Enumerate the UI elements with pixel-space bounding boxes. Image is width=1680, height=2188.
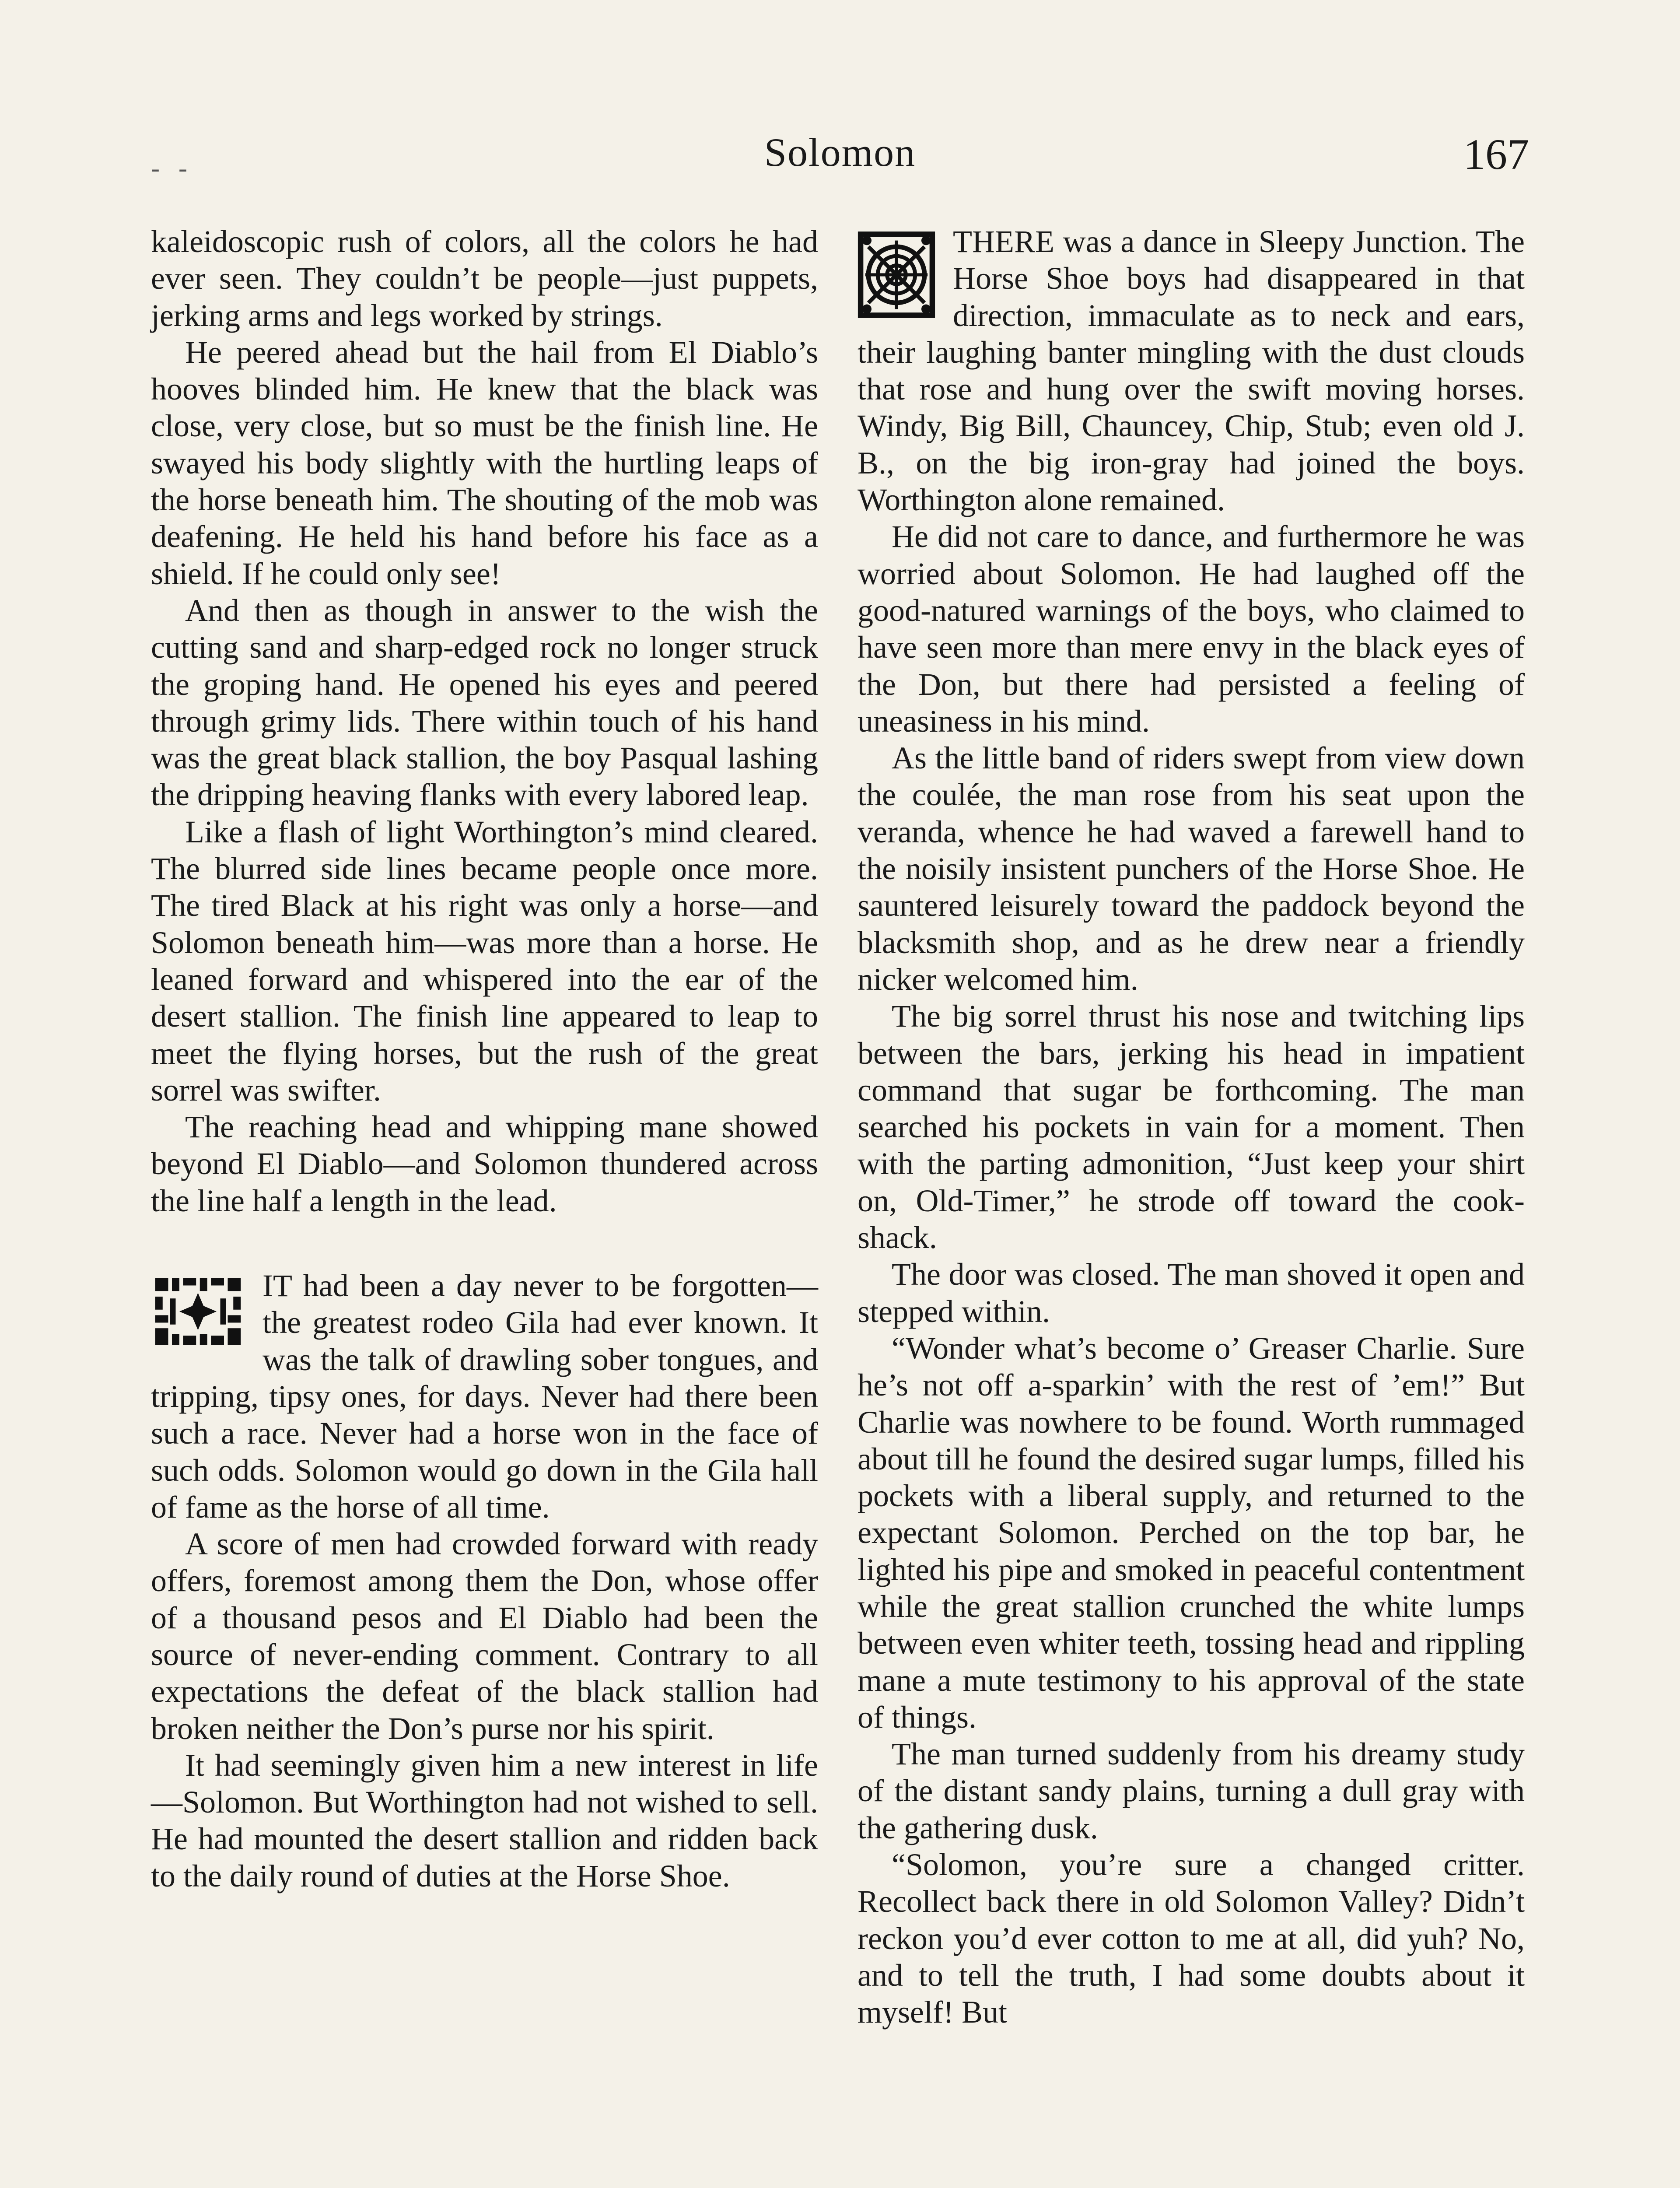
block-ornament-icon (151, 1274, 245, 1349)
paragraph: He peered ahead but the hail from El Diablo’s hooves blinded him. He knew that the black was close, very close, but so must be the finish line. He swayed his body slightly with the hurtling leaps of the horse beneath him. The shouting of the mob was deafening. He held his hand before his face as a shield. If he could only see! (151, 334, 818, 591)
right-column (858, 223, 1525, 2031)
paragraph: The man turned suddenly from his dreamy study of the distant sandy plains, turning a dull gray with the gathering dusk. (858, 1736, 1525, 1845)
paragraph: And then as though in answer to the wish the cutting sand and sharp-edged rock no longer struck the groping hand. He opened his eyes and peered through grimy lids. There within touch of his hand was the great black stallion, the boy Pasqual lashing the dripping heaving flanks with every labored leap. (151, 593, 818, 813)
paragraph: He did not care to dance, and furthermore he was worried about Solomon. He had laughed off the good-natured warnings of the boys, who claimed to have seen more than mere envy in the black eyes of the Don, but there had persisted a feeling of uneasiness in his mind. (858, 519, 1525, 739)
paragraph: It had seemingly given him a new interest in life—Solomon. But Worthington had not wished to sell. He had mounted the desert stallion and ridden back to the daily round of duties at the Horse Shoe. (151, 1747, 818, 1893)
paragraph: Like a flash of light Worthington’s mind cleared. The blurred side lines became people once more. The tired Black at his right was only a horse—and Solomon beneath him—was more than a horse. He leaned forward and whispered into the ear of the desert stallion. The finish line appeared to leap to meet the flying horses, but the rush of the great sorrel was swifter. (151, 814, 818, 1108)
paragraph: “Wonder what’s become o’ Greaser Charlie. Sure he’s not off a-sparkin’ with the rest of ’em!” But Charlie was nowhere to be found. Worth rummaged about till he found the desired sugar lumps, filled his pockets with a liberal supply, and returned to the expectant Solomon. Perched on the top bar, he lighted his pipe and smoked in peaceful contentment while the great stallion crunched the white lumps between even whiter teeth, tossing head and rippling mane a mute testimony to his approval of the state of things. (858, 1330, 1525, 1735)
paragraph: THERE was a dance in Sleepy Junction. The Horse Shoe boys had disappeared in that direction, immaculate as to neck and ears, their laughing banter mingling with the dust clouds that rose and hung over the swift moving horses. Windy, Big Bill, Chauncey, Chip, Stub; even old J. B., on the big iron-gray had joined the boys. Worthington alone remained. (858, 224, 1525, 518)
page-title: Solomon (764, 130, 916, 175)
left-column (151, 223, 818, 1894)
page-number: 167 (1463, 130, 1529, 179)
paragraph: “Solomon, you’re sure a changed critter. Recollect back there in old Solomon Valley? Didn’t reckon you’d ever cotton to me at all, did yuh? No, and to tell the truth, I had some doubts about it myself! But (858, 1847, 1525, 2030)
paragraph: The reaching head and whipping mane showed beyond El Diablo—and Solomon thundered across the line half a length in the lead. (151, 1109, 818, 1218)
paragraph: IT had been a day never to be forgotten—the greatest rodeo Gila had ever known. It was the talk of drawling sober tongues, and tripping, tipsy ones, for days. Never had there been such a race. Never had a horse won in the face of such odds. Solomon would go down in the Gila hall of fame as the horse of all time. (151, 1268, 818, 1525)
running-head (151, 129, 1529, 186)
paragraph: A score of men had crowded forward with ready offers, foremost among them the Don, whose offer of a thousand pesos and El Diablo had been the source of never-ending comment. Contrary to all expectations the defeat of the black stallion had broken neither the Don’s purse nor his spirit. (151, 1526, 818, 1746)
paragraph: The big sorrel thrust his nose and twitching lips between the bars, jerking his head in impatient command that sugar be forthcoming. The man searched his pockets in vain for a moment. Then with the parting admonition, “Just keep your shirt on, Old-Timer,” he strode off toward the cook-shack. (858, 999, 1525, 1255)
section-break (151, 1219, 818, 1267)
paragraph: kaleidoscopic rush of colors, all the colors he had ever seen. They couldn’t be people—just puppets, jerking arms and legs worked by strings. (151, 224, 818, 333)
paragraph: As the little band of riders swept from view down the coulée, the man rose from his seat upon the veranda, whence he had waved a farewell hand to the noisily insistent punchers of the Horse Shoe. He sauntered leisurely toward the paddock beyond the blacksmith shop, and as he drew near a friendly nicker welcomed him. (858, 740, 1525, 997)
header-marks: - - (151, 154, 193, 182)
paragraph: The door was closed. The man shoved it open and stepped within. (858, 1257, 1525, 1329)
knot-ornament-icon (858, 229, 935, 319)
